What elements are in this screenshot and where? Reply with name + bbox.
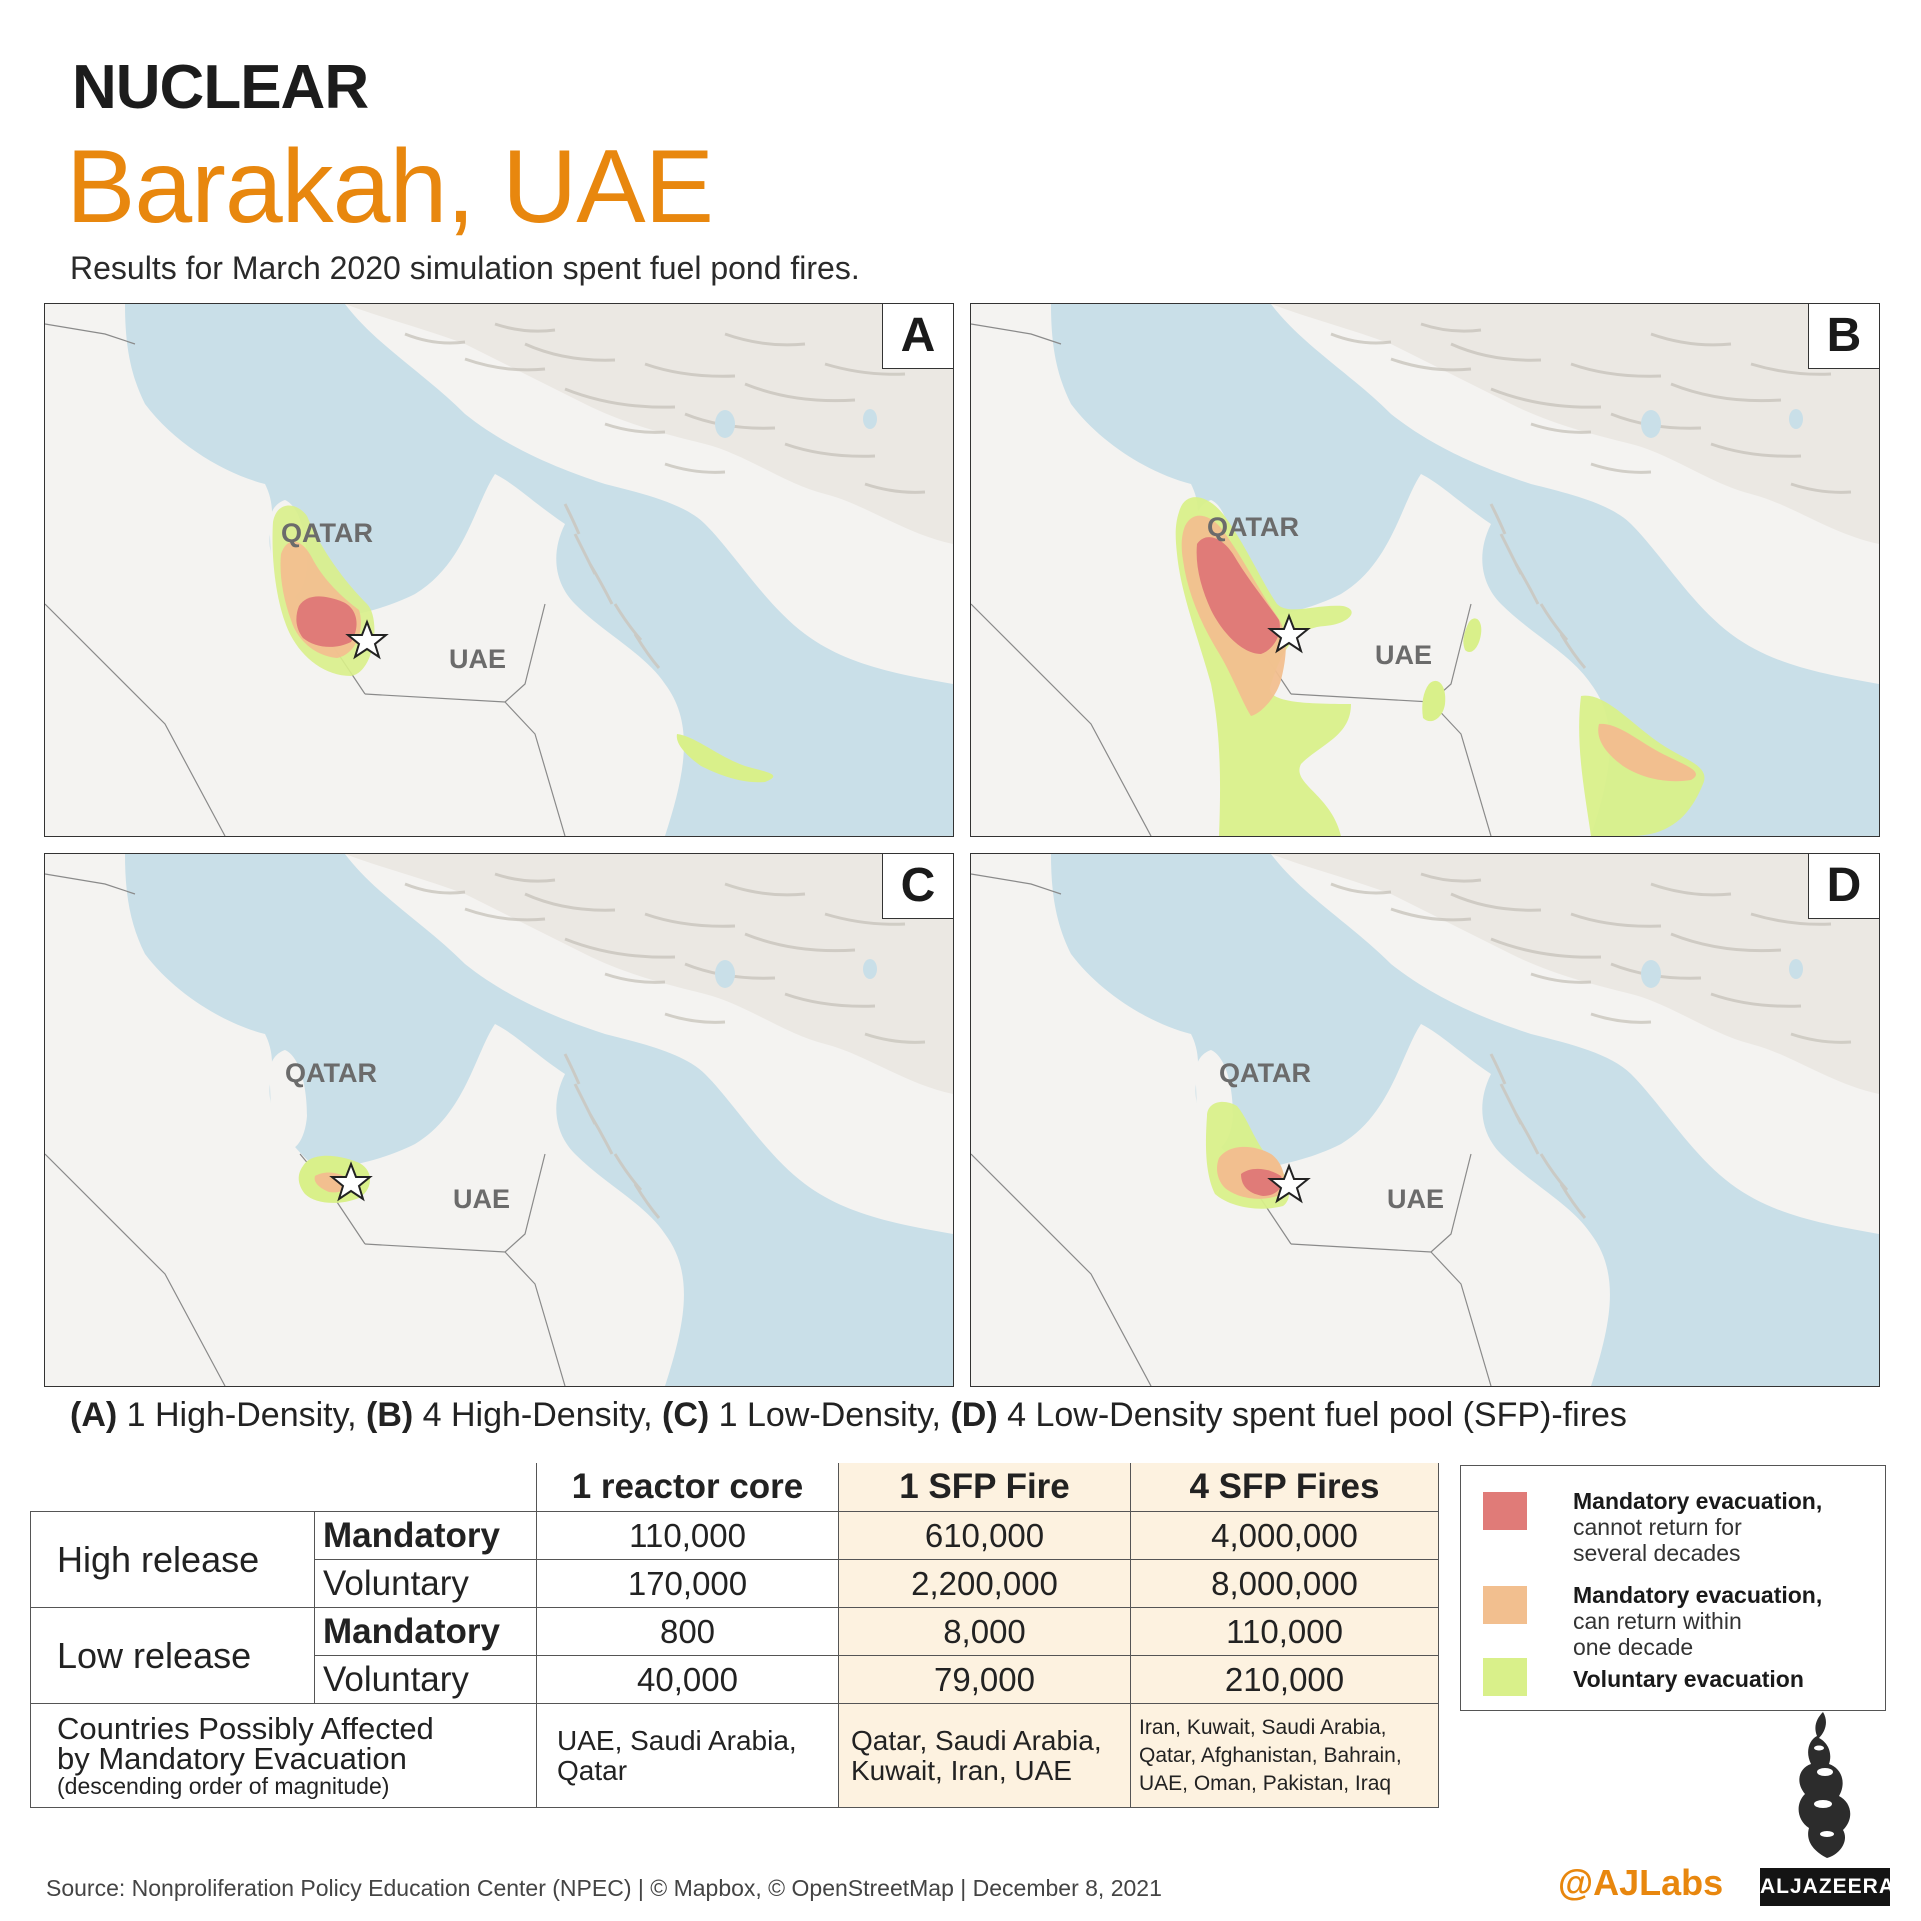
table-cell: 8,000 [839,1608,1131,1656]
legend-swatch [1483,1586,1527,1624]
countries-cell: Iran, Kuwait, Saudi Arabia, Qatar, Afghanistan, Bahrain, UAE, Oman, Pakistan, Iraq [1131,1704,1439,1808]
table-cell: 40,000 [537,1656,839,1704]
legend-swatch [1483,1492,1527,1530]
panel-letter: D [1808,854,1879,919]
map-panel-c [44,853,954,1387]
panel-letter: B [1808,304,1879,369]
countries-cell: UAE, Saudi Arabia, Qatar [537,1704,839,1808]
ajlabs-handle: @AJLabs [1558,1862,1724,1903]
row-group-low: Low release [31,1608,315,1704]
uae-label: UAE [1387,1184,1445,1214]
qatar-label: QATAR [281,518,373,548]
countries-label: Countries Possibly Affected by Mandatory Evacuation (descending order of magnitude) [31,1704,537,1808]
page-title: Barakah, UAE [66,129,713,245]
map-a [45,304,953,836]
row-group-high: High release [31,1512,315,1608]
uae-label: UAE [453,1184,511,1214]
legend-item: Mandatory evacuation, cannot return for several decades [1483,1488,1883,1568]
row-label: Voluntary [315,1656,537,1704]
uae-label: UAE [449,644,507,674]
table-cell: 170,000 [537,1560,839,1608]
panel-letter: C [882,854,953,919]
row-label: Mandatory [315,1512,537,1560]
table-cell: 110,000 [1131,1608,1439,1656]
table-cell: 110,000 [537,1512,839,1560]
countries-cell: Qatar, Saudi Arabia, Kuwait, Iran, UAE [839,1704,1131,1808]
qatar-label: QATAR [1219,1058,1311,1088]
evacuation-table [30,1463,1439,1808]
qatar-label: QATAR [1207,512,1299,542]
kicker: NUCLEAR [72,53,369,122]
map-legend [1460,1465,1886,1711]
column-header: 4 SFP Fires [1131,1463,1439,1512]
table-cell: 4,000,000 [1131,1512,1439,1560]
map-b [971,304,1879,836]
aljazeera-logo-icon [1775,1712,1875,1862]
map-panel-b [970,303,1880,837]
source-credit: Source: Nonproliferation Policy Education Center (NPEC) | © Mapbox, © OpenStreetMap | December 8, 2021 [46,1875,1162,1901]
table-cell: 2,200,000 [839,1560,1131,1608]
table-cell: 610,000 [839,1512,1131,1560]
uae-label: UAE [1375,640,1433,670]
table-cell: 800 [537,1608,839,1656]
panel-letter: A [882,304,953,369]
table-cell: 8,000,000 [1131,1560,1439,1608]
map-panel-a [44,303,954,837]
aljazeera-wordmark: ALJAZEERA [1760,1868,1890,1906]
map-d [971,854,1879,1386]
row-label: Voluntary [315,1560,537,1608]
legend-item: Voluntary evacuation [1483,1662,1883,1704]
table-cell: 210,000 [1131,1656,1439,1704]
row-label: Mandatory [315,1608,537,1656]
map-c [45,854,953,1386]
column-header: 1 reactor core [537,1463,839,1512]
legend-swatch [1483,1658,1527,1696]
panel-caption: (A) 1 High-Density, (B) 4 High-Density, (C) 1 Low-Density, (D) 4 Low-Density spent fuel pool (SFP)-fires [70,1396,1627,1434]
table-cell: 79,000 [839,1656,1131,1704]
column-header: 1 SFP Fire [839,1463,1131,1512]
map-panel-d [970,853,1880,1387]
legend-item: Mandatory evacuation, can return within one decade [1483,1582,1883,1662]
qatar-label: QATAR [285,1058,377,1088]
page-subtitle: Results for March 2020 simulation spent fuel pond fires. [70,250,860,286]
